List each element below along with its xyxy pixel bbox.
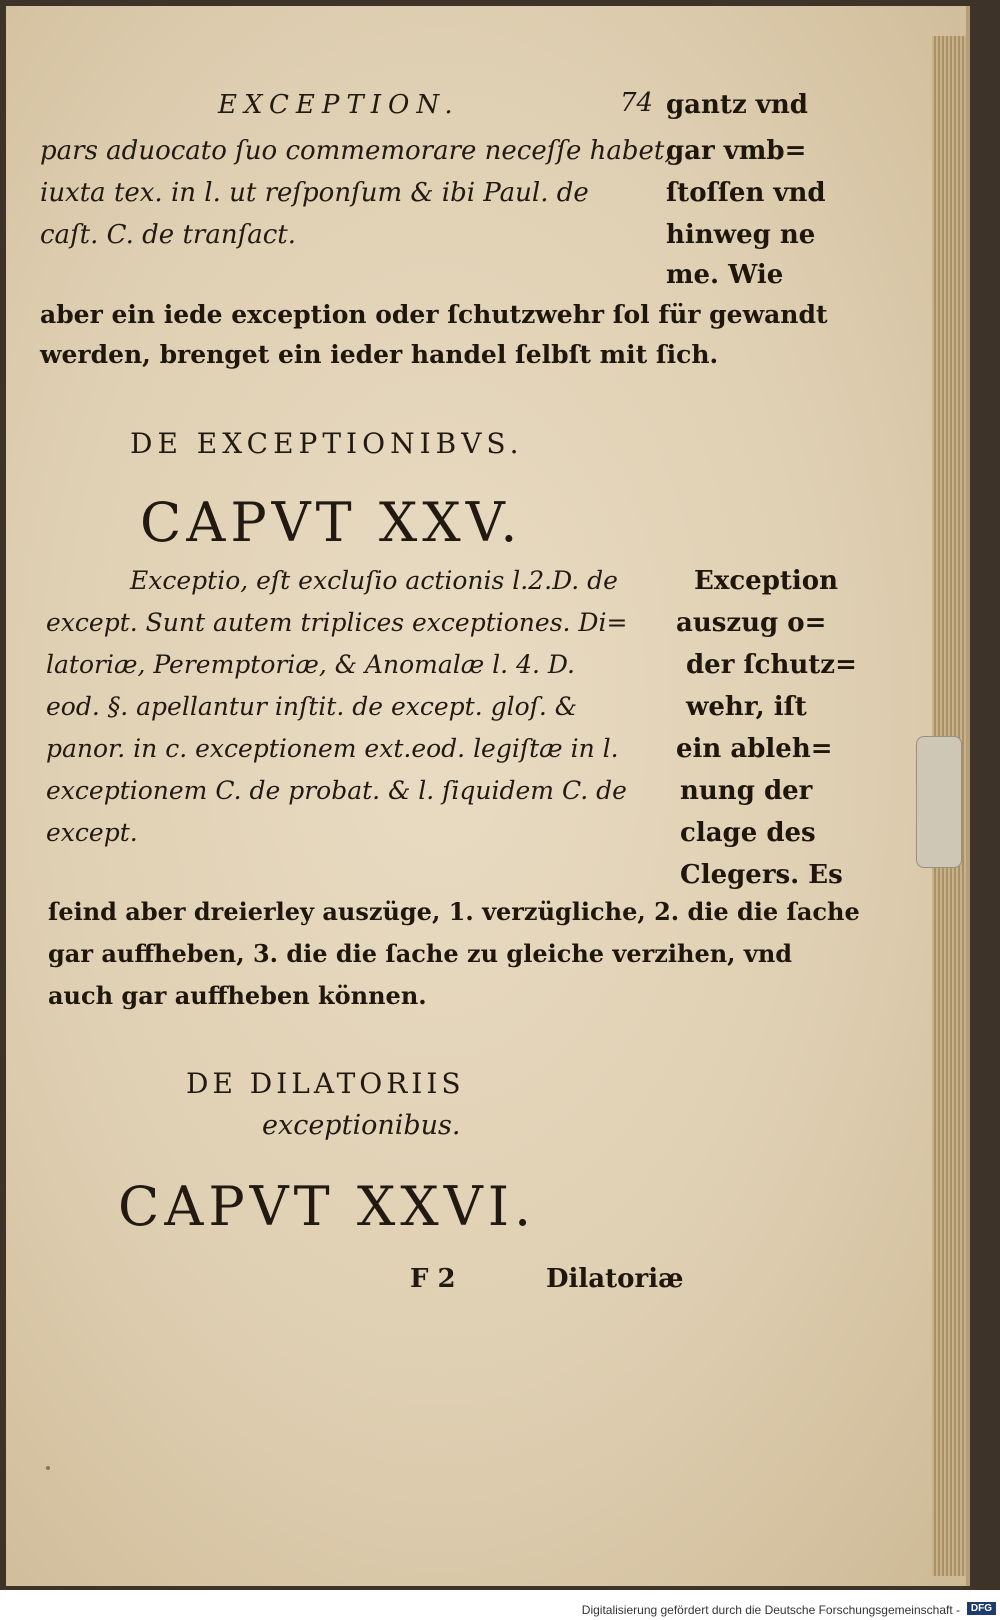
body-latin-4: eod. §. apellantur inſtit. de except. gloſ. & (46, 692, 578, 721)
paper-spot (46, 1466, 50, 1470)
german-margin-2: gar vmb= (666, 136, 807, 166)
section-heading-exceptionibus-sub: exceptionibus. (262, 1110, 461, 1141)
body-margin-8: Clegers. Es (680, 860, 843, 890)
body-margin-1: Exception (694, 566, 839, 596)
body-latin-3: latoriæ, Peremptoriæ, & Anomalæ l. 4. D. (46, 650, 575, 679)
latin-line-2: iuxta tex. in l. ut reſponſum & ibi Paul. de (40, 178, 589, 208)
running-title: EXCEPTION. (218, 90, 460, 120)
latin-line-3: caſt. C. de tranſact. (40, 220, 296, 250)
page-number: 74 (620, 88, 654, 118)
section-heading-dilatoriis: DE DILATORIIS (186, 1067, 465, 1100)
german-body-2: werden, brenget ein ieder handel ſelbſt mit ſich. (40, 340, 719, 369)
body-margin-3: der ſchutz= (686, 650, 857, 680)
body-latin-6: exceptionem C. de probat. & l. ſiquidem C. de (46, 776, 627, 805)
credit-text: Digitalisierung gefördert durch die Deutsche Forschungsgemeinschaft - (581, 1603, 960, 1617)
body-margin-2: auszug o= (676, 608, 827, 638)
section-heading-exceptionibus: DE EXCEPTIONIBVS. (130, 427, 524, 460)
german-margin-3: ſtoſſen vnd (666, 178, 826, 208)
caput-xxvi: CAPVT XXVI. (118, 1175, 537, 1238)
german-margin-5: me. Wie (666, 260, 784, 290)
latin-line-1: pars aduocato ſuo commemorare neceſſe habet, (40, 136, 673, 166)
german-margin-1: gantz vnd (666, 90, 808, 120)
signature-mark: F 2 (410, 1264, 456, 1294)
body-margin-7: clage des (680, 818, 816, 848)
body-german-1: ſeind aber dreierley auszüge, 1. verzügliche, 2. die die ſache (48, 897, 860, 926)
body-latin-2: except. Sunt autem triplices exceptiones. Di= (46, 608, 628, 637)
body-margin-4: wehr, iſt (686, 692, 807, 722)
digitization-credit (0, 1600, 1000, 1620)
body-latin-7: except. (46, 818, 138, 847)
body-latin-5: panor. in c. exceptionem ext.eod. legiſtæ in l. (46, 734, 619, 763)
caput-xxv: CAPVT XXV. (140, 491, 523, 554)
body-german-3: auch gar auffheben können. (48, 981, 427, 1010)
body-german-2: gar auffheben, 3. die die ſache zu gleiche verzihen, vnd (48, 939, 793, 968)
dfg-logo: DFG (967, 1602, 996, 1615)
book-clasp (916, 736, 962, 868)
body-margin-5: ein ableh= (676, 734, 833, 764)
catchword: Dilatoriæ (546, 1264, 684, 1294)
german-margin-4: hinweg ne (666, 220, 816, 250)
body-latin-1: Exceptio, eſt excluſio actionis l.2.D. de (130, 566, 618, 595)
body-margin-6: nung der (680, 776, 813, 806)
german-body-1: aber ein iede exception oder ſchutzwehr ſol für gewandt (40, 300, 828, 329)
